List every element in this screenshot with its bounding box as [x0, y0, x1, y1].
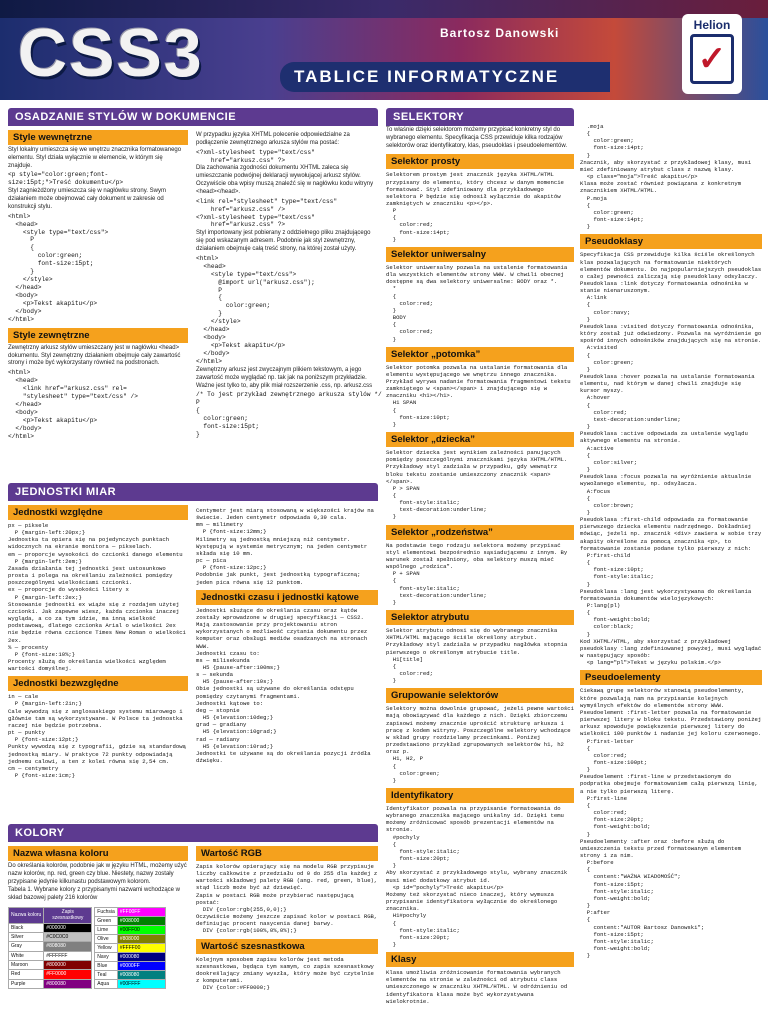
text-block: in — cale P {margin-left:2in;} Cale wywodzą się z anglosaskiego systemu miarowego i głównie tam są wykorzystywane. W Polsce ta jednostka raczej nie będzie potrzebna. pt — punkty P {font-size:12pt;} Punkty wywodzą się z typografii, gdzie są standardową jednostką miary. W praktyce 72 punkty odpowiadają jednemu calowi, a ten z kolei równa się 2,54 cm. cm — centymetry P {font-size:1cm;} [8, 693, 186, 779]
color-name: Blue [95, 961, 118, 970]
color-row [95, 907, 166, 916]
color-swatch: #800080 [44, 979, 92, 988]
subsection-title: Jednostki względne [8, 505, 188, 520]
subsection-title: Wartość RGB [196, 846, 378, 861]
color-swatch: #000000 [44, 923, 92, 932]
code-block: <link rel="stylesheet" type="text/css" href="arkusz.css" /> <?xml-stylesheet type="text/css" href="arkusz.css" ?> [196, 197, 338, 229]
color-swatch: #00FFFF [117, 979, 165, 988]
color-row [95, 925, 166, 934]
text-block: Klasa umożliwia zróżnicowanie formatowania wybranych elementów na stronie w zależności od atrybutu class umieszczonego w znaczniku XHTML/HTML. W odróżnieniu od identyfikatora klasa może być wykorzystywana wielokrotnie. [386, 969, 571, 1005]
color-swatch: #C0C0C0 [44, 932, 92, 941]
color-row [95, 979, 166, 988]
color-row [9, 932, 92, 941]
subsection-title: Selektor „rodzeństwa” [386, 525, 574, 540]
subsection-title: Klasy [386, 952, 574, 967]
color-swatch: #FF0000 [44, 970, 92, 979]
color-row [95, 952, 166, 961]
color-name: Teal [95, 970, 118, 979]
text-block: Selektor atrybutu odnosi się do wybranego znacznika XHTML/HTML mającego ściśle określony atrybut. Przykładowy styl zadziała w przypadku nagłówka stopnia pierwszego o określonym atrybucie title. H1[title] { color:red; } [386, 627, 568, 685]
paragraph: Zewnętrzny arkusz stylów umieszczany jest w nagłówku <head> dokumentu. Styl zewnętrzny działaniem obejmuje cały zawartość strony i może być wykorzystany również na podstronach. [8, 344, 181, 367]
color-name: Maroon [9, 960, 44, 969]
code-block: <html> <head> <style type="text/css"> @import url("arkusz.css"); P { color:green; } </style> </head> <body> <p>Tekst akapitu</p> </body> </html> [196, 254, 315, 365]
color-name: Lime [95, 925, 118, 934]
color-swatch: #800000 [44, 960, 92, 969]
color-swatch: #000080 [117, 952, 165, 961]
color-row [95, 916, 166, 925]
text-block: Kolejnym sposobem zapisu kolorów jest metoda szesnastkowa, będąca tym samym, co zapis szesnastkowy dookreślający zmiany wyszła, który może być czytelnie z komputerami. DIV {color:#FF0000;} [196, 955, 374, 992]
color-swatch: #00FF00 [117, 925, 165, 934]
table-header: Nazwa koloru [9, 907, 44, 923]
paragraph: Styl lokalny umieszcza się we wnętrzu znacznika formatowanego elementu. Styl działa wyłącznie w elemencie, w którym się znajduje. [8, 147, 182, 169]
helion-name: Helion [693, 18, 731, 32]
paragraph: Do określania kolorów, podobnie jak w języku HTML, możemy użyć nazw kolorów, np. red, green czy blue. Niestety, nazwy zostały przypisane jedynie kilkunastu podstawowym kolorom. [8, 863, 187, 885]
color-name: Silver [9, 932, 44, 941]
subsection-title: Identyfikatory [386, 788, 574, 803]
paragraph: Dla zachowania zgodności dokumentu XHTML zaleca się umieszczanie podwójnej deklaracji wywołującej arkusz stylów. Oczywiście oba wpisy muszą znaleźć się w nagłówku kodu witryny <head></head>. [196, 165, 374, 195]
section-selektory-cont [580, 122, 762, 1020]
color-row [95, 961, 166, 970]
subsection-title: Jednostki czasu i jednostki kątowe [196, 590, 378, 605]
text-block: Selektory można dowolnie grupować, jeżeli pewne wartości mają obowiązywać dla każdego z nich. Dzięki zbiorczemu zapisowi możemy znacznie uprościć strukturę arkusza i pracę z kodem witryny. Poszczególne selektory wchodzące w skład grupy rozdzielamy przecinkami. Poniżej przedstawiono przykład zgrupowanych selektorów h1, h2 oraz p. H1, H2, P { color:green; } [386, 705, 574, 784]
color-row [9, 970, 92, 979]
text-block: Specyfikacja CSS przewiduje kilka ściśle określonych klas pozwalających na formatowanie niektórych elementów dokumentu. Do najpopularniejszych pseudoklas o całej pewności zaliczają się pseudoklasy odsyłaczy. Pseudoklasa :link dotyczy formatowania odnośnika w stanie nienaruszonym. A:link { color:navy; } Pseudoklasa :visited dotyczy formatowania odnośnika, który został już odwiedzony. Pozwala na wyróżnienie go spośród innych odnośników znajdujących się na stronie. A:visited { color:green; } Pseudoklasa :hover pozwala na ustalanie formatowania elementu, nad którym w danej chwili znajduje się kursor myszy. A:hover { color:red; text-decoration:underline; } Pseudoklasa :active odpowiada za ustalenie wyglądu aktywnego elementu na stronie. A:active { color:silver; } Pseudoklasa :focus pozwala na wyróżnienie aktualnie wywołanego elementu, np. odsyłacza. A:focus { color:brown; } Pseudoklasa :first-child odpowiada za formatowanie pierwszego dziecka elementu nadrzędnego. Dokładniej mówiąc, jeżeli np. znacznik <div> zawiera w sobie trzy akapity określone za pomocą znacznika <p>, to formatowanie zostanie podane tylko pierwszy z nich: P:first-child { font-size:10pt; font-style:italic; } Pseudoklasa :lang jest wykorzystywana do określania formatowania dokumentów wielojęzykowych: P:lang(pl) { font-weight:bold; color:black; } Kod XHTML/HTML, aby skorzystać z przykładowej pseudoklasy :lang zdefiniowanej powyżej, musi wyglądać w następujący sposób: <p lang="pl">Tekst w języku polskim.</p> [580, 251, 762, 667]
color-swatch: #808080 [44, 942, 92, 951]
section-title: JEDNOSTKI MIAR [8, 483, 378, 501]
color-name: Purple [9, 979, 44, 988]
color-name: Navy [95, 952, 118, 961]
color-swatch: #0000FF [117, 961, 165, 970]
color-name: Green [95, 916, 118, 925]
text-block: Centymetr jest miarą stosowaną w większości krajów na świecie. Jeden centymetr odpowiada 0,39 cala. mm — milimetry P {font-size:12mm;} Milimetry są jednostką mniejszą niż centymetr. Występują w systemie metrycznym; na jeden centymetr składa się 10 mm. pc — pica P {font-size:12pc;} Podobnie jak punkt, jest jednostką typograficzną; jeden pica równa się 12 punktom. [196, 507, 374, 586]
color-swatch: #008000 [117, 916, 165, 925]
subsection-title: Grupowanie selektorów [386, 688, 574, 703]
subsection-title: Pseudoklasy [580, 234, 762, 249]
code-block: <html> <head> <style type="text/css"> P { color:green; font-size:15pt; } </style> </head> <body> <p>Tekst akapitu</p> </body> </html> [8, 212, 109, 323]
subsection-title: Style wewnętrzne [8, 130, 188, 145]
text-block: Selektor uniwersalny pozwala na ustalenie formatowania dla wszystkich elementów strony WWW. W chwili obecnej dostępne są dwa selektory uniwersalne: BODY oraz *. * { color:red; } BODY { color:red; } [386, 263, 568, 343]
section-osadzanie [8, 108, 382, 475]
code-block: <html> <head> <link href="arkusz.css" rel= "stylesheet" type="text/css" /> </head> <body> <p>Tekst akapitu</p> </body> </html> [8, 369, 138, 440]
color-row [9, 951, 92, 960]
color-row [9, 942, 92, 951]
text-block: Selektor potomka pozwala na ustalanie formatowania dla elementu występującego we wnętrzu innego znacznika. Przykład wyrywa nadanie formatowania fragmentowi tekstu zamkniętego w <span></span> i znajdującego się w znaczniku <h1></h1>. H1 SPAN { font-size:10pt; } [386, 363, 571, 428]
paragraph: Styl zagnieżdżony umieszcza się w nagłówku strony. Swym działaniem może obejmować cały dokument w zakresie od konstrukcji stylu. [8, 188, 166, 210]
color-swatch: #FF00FF [117, 907, 165, 916]
section-kolory [8, 824, 378, 1020]
color-name: White [9, 951, 44, 960]
subsection-title: Selektor atrybutu [386, 610, 574, 625]
color-row [9, 979, 92, 988]
author: Bartosz Danowski [440, 26, 560, 40]
text-block: Selektorem prostym jest znacznik języka XHTML/HTML przypisany do elementu, który chcesz w danym momencie formatować. Styl zdefiniowany dla przykładowego selektora P będzie się odnosił wyłącznie do akapitów zamkniętych w znaczniku <p></p>. P { color:red; font-size:14pt; } [386, 171, 564, 243]
paragraph: Zewnętrzny arkusz jest zwyczajnym plikiem tekstowym, a jego zawartość może wyglądać np. tak jak na poniższym przykładzie. Ważne jest tylko to, aby plik miał rozszerzenie .css, np. arkusz.css [196, 366, 373, 389]
subsection-title: Selektor „potomka” [386, 347, 574, 362]
paragraph: Styl importowany jest pobierany z oddzielnego pliku znajdującego się pod wskazanym adresem. Podobnie jak styl zewnętrzny, działaniem obejmuje całą treść strony, na której został użyty. [196, 230, 371, 252]
paragraph: W przypadku języka XHTML polecenie odpowiedzialne za podłączenie zewnętrznego arkusza stylów ma postać: [196, 132, 350, 146]
color-name: Gray [9, 942, 44, 951]
color-name: Black [9, 923, 44, 932]
code-block: /* To jest przykład zewnętrznego arkusza stylów */ P { color:green; font-size:15pt; } [196, 391, 382, 438]
color-swatch: #FFFFFF [44, 951, 92, 960]
paragraph: To właśnie dzięki selektorom możemy przypisać konkretny styl do wybranego elementu. Specyfikacja CSS przewiduje kilka rodzajów selektorów oraz identyfikatory, klas, pseudoklas i pseudoelementów. [386, 127, 567, 149]
subsection-title: Selektor prosty [386, 154, 574, 169]
color-name: Fuchsia [95, 907, 118, 916]
color-name: Aqua [95, 979, 118, 988]
color-row [9, 960, 92, 969]
subsection-title: Jednostki bezwzględne [8, 676, 188, 691]
subsection-title: Nazwa własna koloru [8, 846, 188, 861]
css3-logo: CSS3 [18, 15, 204, 91]
subsection-title: Selektor uniwersalny [386, 247, 574, 262]
text-block: Ciekawą grupę selektorów stanowią pseudoelementy, które pozwalają nam na przypisanie kolejnych wymyślnych efektów do elementów strony WWW. Pseudoelement :first-letter pozwala na formatowanie pierwszej litery w bloku tekstu. Przedstawiony poniżej arkusz spowoduje powiększenie pierwszej litery do wielkości 100 punktów i nadanie jej koloru czerwonego. P:first-letter { color:red; font-size:100pt; } Pseudoelement :first-line w przedstawionym do podpratka obejmuje formatowaniem całą pierwszą linię, a nie tylko pierwszą literę. P:first-line { color:red; font-size:20pt; font-weight:bold; } Pseudoelementy :after oraz :before służą do umieszczenia tekstu przed formatowanym elementem strony i za nim. P:before { content:"WAŻNA WIADOMOŚĆ"; font-size:15pt; font-style:italic; font-weight:bold; } P:after { content:"AUTOR Bartosz Danowski"; font-size:15pt; font-style:italic; font-weight:bold; } [580, 687, 762, 960]
header-banner [0, 0, 768, 100]
table-caption: Tabela 1. Wybrane kolory z przypisanymi nazwami wchodzące w skład bazowej palety 216 kolorów [8, 887, 181, 902]
code-block: <p style="color:green;font- size:15pt;">Treść dokumentu</p> [8, 171, 124, 187]
section-title: KOLORY [8, 824, 378, 842]
section-selektory [386, 108, 574, 1020]
color-swatch: #FFFF00 [117, 943, 165, 952]
subtitle: TABLICE INFORMATYCZNE [280, 62, 610, 92]
table-header: Zapis szesnastkowy [44, 907, 92, 923]
subsection-title: Selektor „dziecka” [386, 432, 574, 447]
color-swatch: #808000 [117, 934, 165, 943]
color-row [9, 923, 92, 932]
color-table-left [8, 907, 92, 989]
text-block: Selektor dziecka jest wynikiem zależności panujących pomiędzy poszczególnymi znacznikami języka XHTML/HTML. Przykładowy styl zadziała w przypadku, gdy wewnątrz bloku tekstu zostanie umieszczony znacznik <span></span>. P > SPAN { font-style:italic; text-decoration:underline; } [386, 449, 568, 521]
text-block: .moja { color:green; font-size:14pt; } Znacznik, aby skorzystać z przykładowej klasy, musi mieć zdefiniowany atrybut class z nazwą klasy. <p class="moja">Treść akapitu</p> Klasa może zostać również powiązana z konkretnym znacznikiem XHTML/HTML. P.moja { color:green; font-size:14pt; } [580, 123, 752, 231]
color-row [95, 970, 166, 979]
code-block: <?xml-stylesheet type="text/css" href="arkusz.css" ?> [196, 148, 315, 164]
color-row [95, 943, 166, 952]
text-block: Identyfikator pozwala na przypisanie formatowania do wybranego znacznika mającego unikalny id. Dzięki temu możemy zróżnicować sposób prezentacji elementów na stronie. #pochyly { font-style:italic; font-size:20pt; } Aby skorzystać z przykładowego stylu, wybrany znacznik musi mieć dodatkowy atrybut id. <p id="pochyly">Treść akapitu</p> Możemy też skorzystać nieco inaczej, który wymusza przypisanie identyfikatora wyłącznie do określonego znacznika. H1#pochyly { font-style:italic; font-size:20pt; } [386, 805, 568, 948]
color-name: Red [9, 970, 44, 979]
color-table-right [94, 907, 166, 989]
subsection-title: Pseudoelementy [580, 670, 762, 685]
subsection-title: Style zewnętrzne [8, 328, 188, 343]
subsection-title: Wartość szesnastkowa [196, 939, 378, 954]
section-title: OSADZANIE STYLÓW W DOKUMENCIE [8, 108, 378, 126]
color-swatch: #008080 [117, 970, 165, 979]
color-name: Olive [95, 934, 118, 943]
text-block: Zapis kolorów opierający się na modelu RGB przypisuje liczby całkowite z przedziału od 0 do 255 dla każdej z wartości składowej palety RGB (ang. red, green, blue), stąd liczb może być aż dziewięć. Zapis w postaci RGB może przybierać następującą postać: DIV {color:rgb(255,0,0);} Oczywiście możemy jeszcze zapisać kolor w postaci RGB, definiując procent nasycenia danej barwy. DIV {color:rgb(100%,0%,0%);} [196, 863, 378, 935]
helion-check-icon: ✓ [690, 34, 734, 84]
color-name: Yellow [95, 943, 118, 952]
text-block: Jednostki służące do określania czasu oraz kątów zostały wprowadzone w drugiej specyfikacji — CSS2. Mają zastosowanie przy projektowaniu stron wykorzystanych o możliwość czytania dokumentu przez komputer oraz obsługi mediów osadzanych na stronach WWW. Jednostki czasu to: ms — milisekunda H5 {pause-after:100ms;} s — sekunda H5 {pause-after:10s;} Obie jednostki są używane do określania odstępu pomiędzy czytanymi fragmentami. Jednostki kątowe to: deg — stopnie H5 {elevation:10deg;} grad — gradiany H5 {elevation:10grad;} rad — radiany H5 {elevation:10rad;} Jednostki te używane są do określania pozycji źródła dźwięku. [196, 606, 371, 764]
text-block: Na podstawie tego rodzaju selektora możemy przypisać styl elementowi bezpośrednio sąsiadującemu z innym. By warunek został spełniony, oba selektory muszą mieć wspólnego „rodzica”. P + SPAN { font-style:italic; text-decoration:underline; } [386, 541, 568, 606]
color-row [95, 934, 166, 943]
helion-logo [682, 14, 742, 94]
text-block: px — piksele P {margin-left:20px;} Jednostka ta opiera się na pojedynczych punktach widocznych na ekranie monitora — pikselach. em — proporcje wysokości do czcionki danego elementu P {margin-left:2em;} Zasada działania tej jednostki jest ustosunkowo prosta i polega na określaniu zależności pomiędzy poszczególnymi wielkościami czcionki. ex — proporcje do wysokości litery x P {margin-left:2ex;} Stosowanie jednostki ex wiąże się z rozdajem użytej czcionki. Jak zapewne wiesz, każda czcionka inaczej wygląda, a co za tym idzie, ma inną wielkość podstawową, dlatego czcionka Arial o wielkości 2ex nie będzie równa czcionce Times New Roman o wielkości 2ex. % — procenty P {font-size:10%;} Procenty służą do określania wielkości względem wartości domyślnej. [8, 522, 186, 673]
section-title: SELEKTORY [386, 108, 574, 126]
section-jednostki [8, 483, 378, 818]
